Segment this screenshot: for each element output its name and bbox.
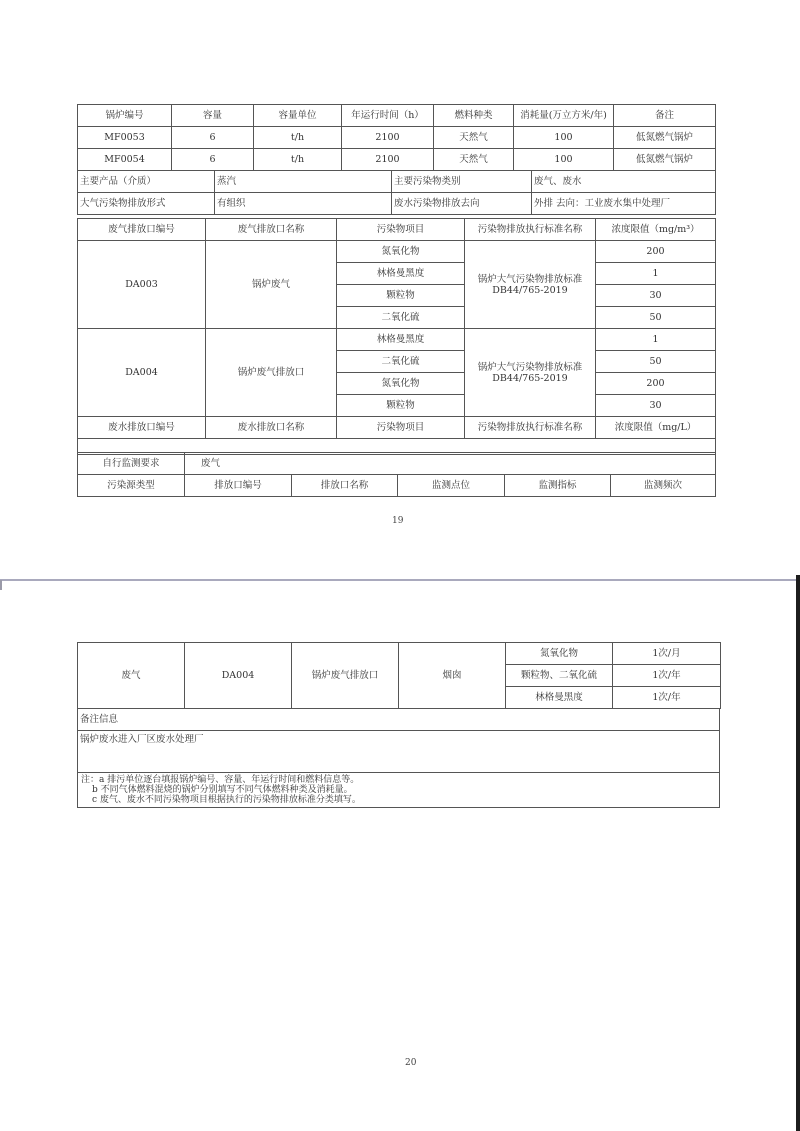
self-monitoring-value: 废气	[185, 453, 716, 475]
air-discharge-form-value: 有组织	[215, 193, 392, 215]
pollutant-item: 二氧化硫	[337, 351, 465, 373]
remark: 低氮燃气锅炉	[614, 127, 716, 149]
header-cell: 年运行时间（h）	[342, 105, 434, 127]
header-cell: 废水排放口编号	[78, 417, 206, 439]
table-row	[78, 643, 721, 665]
page-number-20: 20	[405, 1058, 417, 1068]
header-cell: 污染物排放执行标准名称	[465, 417, 596, 439]
header-cell: 浓度限值（mg/m³）	[596, 219, 716, 241]
monitoring-indicator: 氮氧化物	[506, 643, 613, 665]
notes-prefix: 注：	[81, 775, 100, 785]
standard-name	[465, 329, 596, 417]
header-cell: 污染物项目	[337, 417, 465, 439]
boiler-table-header	[78, 105, 716, 127]
limit-value: 30	[596, 395, 716, 417]
remark: 低氮燃气锅炉	[614, 149, 716, 171]
standard-name-line1: 锅炉大气污染物排放标准	[477, 361, 583, 373]
monitoring-frequency: 1次/年	[613, 665, 721, 687]
limit-value: 50	[596, 307, 716, 329]
limit-value: 1	[596, 329, 716, 351]
pollutant-item: 二氧化硫	[337, 307, 465, 329]
standard-name-line2: DB44/765-2019	[492, 284, 568, 296]
capacity-unit: t/h	[254, 149, 342, 171]
page-separator-tick	[0, 580, 2, 590]
table-row	[78, 731, 720, 773]
header-cell: 监测频次	[611, 475, 716, 497]
monitoring-frequency: 1次/月	[613, 643, 721, 665]
remarks-label: 备注信息	[78, 709, 720, 731]
consumption: 100	[514, 127, 614, 149]
table-row	[78, 193, 716, 215]
self-monitoring-label: 自行监测要求	[78, 453, 185, 475]
table-row	[78, 453, 716, 475]
annual-hours: 2100	[342, 149, 434, 171]
outlet-id: DA004	[185, 643, 292, 709]
source-type: 废气	[78, 643, 185, 709]
table-row	[78, 241, 716, 263]
pollutant-item: 氮氧化物	[337, 241, 465, 263]
page-number-19: 19	[392, 516, 404, 526]
notes-row	[78, 773, 720, 808]
water-outlets-header	[78, 417, 716, 439]
gas-outlets-header	[78, 219, 716, 241]
outlet-id: DA004	[78, 329, 206, 417]
note-c: c 废气、废水不同污染物项目根据执行的污染物排放标准分类填写。	[92, 795, 361, 805]
header-cell: 废水排放口名称	[206, 417, 337, 439]
header-cell: 废气排放口编号	[78, 219, 206, 241]
table-row	[78, 329, 716, 351]
header-cell: 废气排放口名称	[206, 219, 337, 241]
monitoring-point: 烟囱	[399, 643, 506, 709]
main-product-value: 蒸汽	[215, 171, 392, 193]
product-info-table	[77, 170, 716, 215]
wastewater-destination-label: 废水污染物排放去向	[392, 193, 532, 215]
header-cell: 污染物项目	[337, 219, 465, 241]
monitoring-frequency: 1次/年	[613, 687, 721, 709]
pollutant-item: 颗粒物	[337, 395, 465, 417]
standard-name	[465, 241, 596, 329]
limit-value: 200	[596, 241, 716, 263]
outlet-name: 锅炉废气排放口	[292, 643, 399, 709]
limit-value: 50	[596, 351, 716, 373]
fuel-type: 天然气	[434, 149, 514, 171]
wastewater-destination-value: 外排 去向：工业废水集中处理厂	[532, 193, 716, 215]
boiler-id: MF0054	[78, 149, 172, 171]
header-cell: 容量单位	[254, 105, 342, 127]
outlet-id: DA003	[78, 241, 206, 329]
fuel-type: 天然气	[434, 127, 514, 149]
header-cell: 监测点位	[398, 475, 505, 497]
pollutant-item: 颗粒物	[337, 285, 465, 307]
self-monitoring-table	[77, 452, 716, 497]
boiler-id: MF0053	[78, 127, 172, 149]
main-pollutant-type-label: 主要污染物类别	[392, 171, 532, 193]
header-cell: 备注	[614, 105, 716, 127]
header-cell: 容量	[172, 105, 254, 127]
pollutant-item: 林格曼黑度	[337, 263, 465, 285]
page-separator	[0, 579, 796, 581]
main-pollutant-type-value: 废气、废水	[532, 171, 716, 193]
capacity-unit: t/h	[254, 127, 342, 149]
header-cell: 监测指标	[505, 475, 611, 497]
gas-outlets-table	[77, 218, 716, 455]
header-cell: 污染源类型	[78, 475, 185, 497]
remarks-table	[77, 708, 720, 808]
header-cell: 锅炉编号	[78, 105, 172, 127]
header-cell: 燃料种类	[434, 105, 514, 127]
limit-value: 200	[596, 373, 716, 395]
header-cell: 排放口名称	[292, 475, 398, 497]
note-b: b 不同气体燃料混烧的锅炉分别填写不同气体燃料种类及消耗量。	[92, 785, 353, 795]
capacity: 6	[172, 127, 254, 149]
limit-value: 30	[596, 285, 716, 307]
header-cell: 排放口编号	[185, 475, 292, 497]
annual-hours: 2100	[342, 127, 434, 149]
header-cell: 浓度限值（mg/L）	[596, 417, 716, 439]
header-cell: 消耗量(万立方米/年)	[514, 105, 614, 127]
header-cell: 污染物排放执行标准名称	[465, 219, 596, 241]
outlet-name: 锅炉废气	[206, 241, 337, 329]
notes-cell	[78, 773, 720, 808]
pollutant-item: 林格曼黑度	[337, 329, 465, 351]
table-row	[78, 127, 716, 149]
air-discharge-form-label: 大气污染物排放形式	[78, 193, 215, 215]
remarks-content: 锅炉废水进入厂区废水处理厂	[78, 731, 720, 773]
standard-name-line1: 锅炉大气污染物排放标准	[477, 273, 583, 285]
self-monitoring-header	[78, 475, 716, 497]
monitoring-indicator: 林格曼黑度	[506, 687, 613, 709]
outlet-name: 锅炉废气排放口	[206, 329, 337, 417]
monitoring-indicator: 颗粒物、二氧化硫	[506, 665, 613, 687]
table-row	[78, 171, 716, 193]
capacity: 6	[172, 149, 254, 171]
scan-edge	[796, 575, 800, 1131]
consumption: 100	[514, 149, 614, 171]
table-row	[78, 149, 716, 171]
limit-value: 1	[596, 263, 716, 285]
monitoring-detail-table	[77, 642, 721, 709]
note-a: a 排污单位逐台填报锅炉编号、容量、年运行时间和燃料信息等。	[99, 775, 360, 785]
table-row	[78, 709, 720, 731]
boiler-table	[77, 104, 716, 171]
standard-name-line2: DB44/765-2019	[492, 372, 568, 384]
pollutant-item: 氮氧化物	[337, 373, 465, 395]
main-product-label: 主要产品（介质）	[78, 171, 215, 193]
